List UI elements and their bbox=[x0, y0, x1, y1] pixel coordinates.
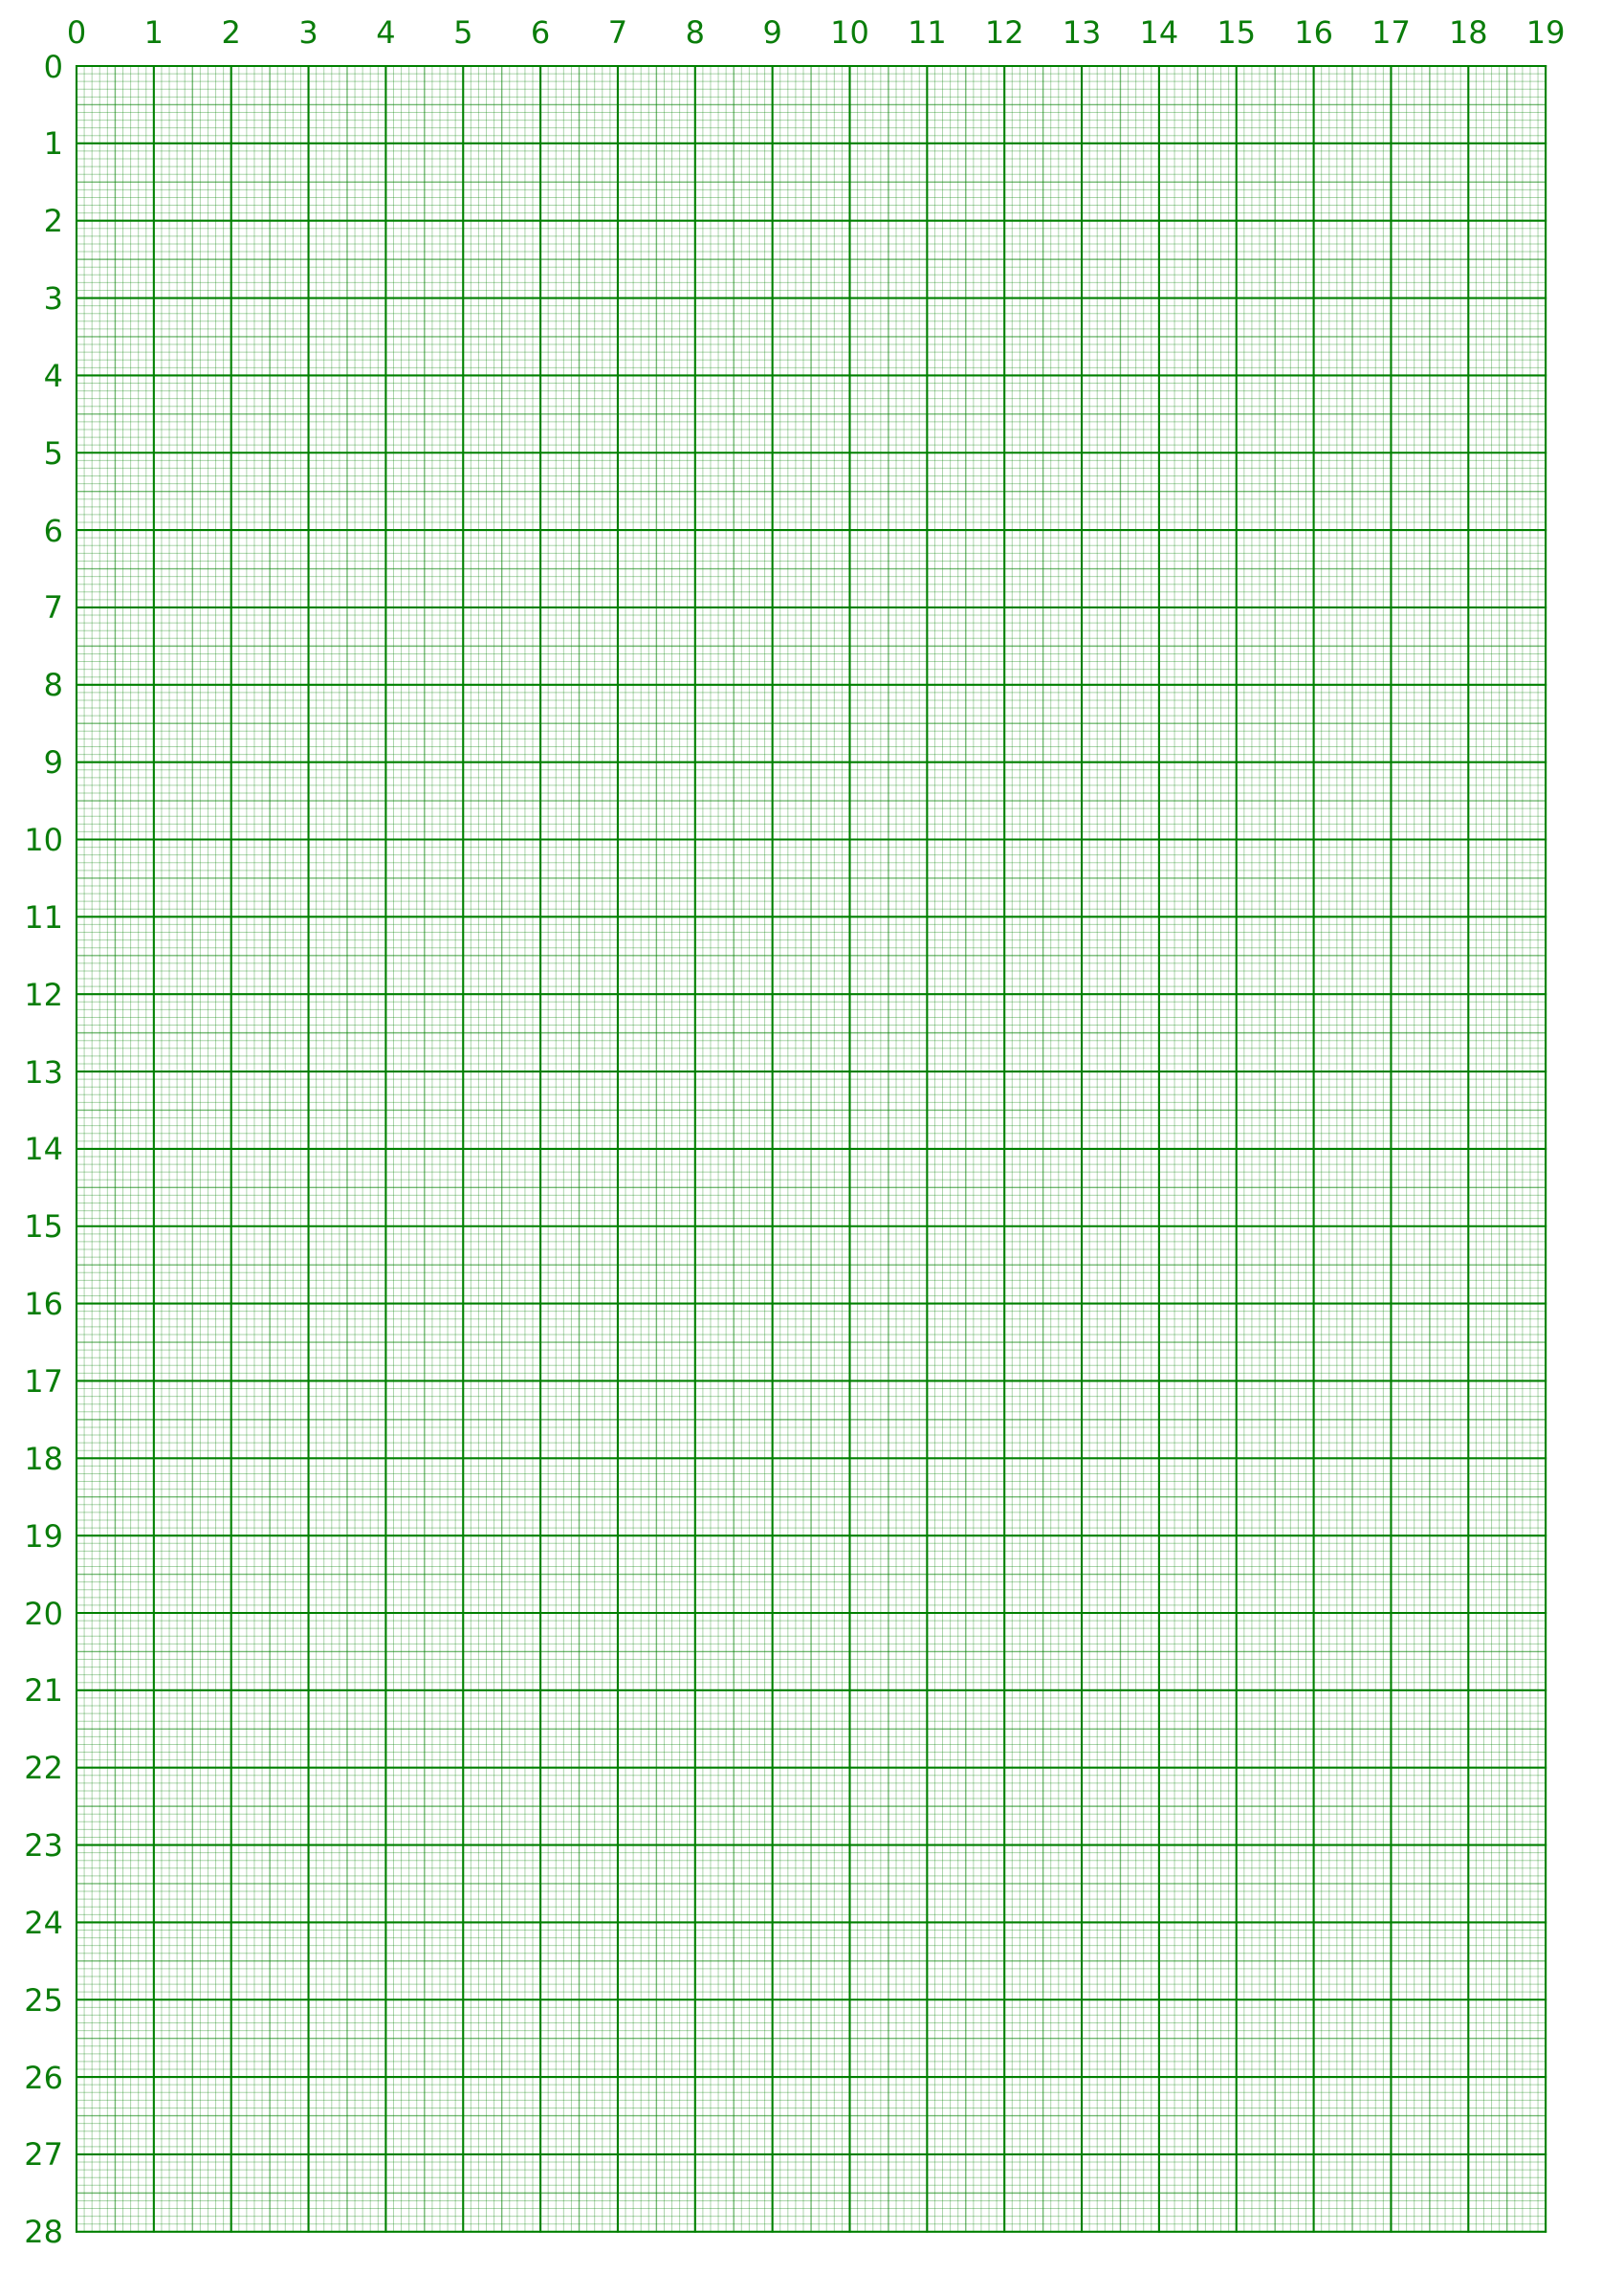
y-axis-label: 2 bbox=[43, 203, 63, 240]
y-axis-label: 26 bbox=[24, 2059, 63, 2096]
x-axis-label: 14 bbox=[1139, 14, 1179, 51]
x-axis-label: 1 bbox=[143, 14, 164, 51]
y-axis-label: 5 bbox=[43, 434, 63, 472]
y-axis-label: 24 bbox=[24, 1904, 63, 1941]
y-axis-label: 27 bbox=[24, 2136, 63, 2174]
x-axis-label: 6 bbox=[530, 14, 551, 51]
y-axis-label: 22 bbox=[24, 1750, 63, 1787]
y-axis-label: 17 bbox=[24, 1362, 63, 1400]
y-axis-label: 25 bbox=[24, 1981, 63, 2019]
y-axis-label: 4 bbox=[43, 357, 63, 394]
x-axis-label: 15 bbox=[1217, 14, 1257, 51]
x-axis-label: 16 bbox=[1294, 14, 1333, 51]
x-axis-label: 9 bbox=[762, 14, 782, 51]
y-axis-label: 9 bbox=[43, 744, 63, 782]
y-axis-label: 19 bbox=[24, 1517, 63, 1555]
x-axis-label: 18 bbox=[1448, 14, 1488, 51]
y-axis-label: 0 bbox=[43, 48, 63, 85]
y-axis-label: 28 bbox=[24, 2214, 63, 2251]
y-axis-label: 18 bbox=[24, 1440, 63, 1477]
x-axis-label: 13 bbox=[1062, 14, 1102, 51]
x-axis-label: 19 bbox=[1525, 14, 1566, 51]
x-axis-label: 12 bbox=[984, 14, 1024, 51]
y-axis-label: 12 bbox=[24, 976, 63, 1013]
x-axis-label: 2 bbox=[221, 14, 241, 51]
y-axis-label: 16 bbox=[24, 1286, 63, 1323]
x-axis-label: 11 bbox=[907, 14, 947, 51]
x-axis-label: 3 bbox=[298, 14, 318, 51]
x-axis-label: 4 bbox=[376, 14, 396, 51]
y-axis-label: 11 bbox=[24, 898, 63, 936]
y-axis-label: 8 bbox=[43, 667, 63, 704]
x-axis-label: 5 bbox=[453, 14, 473, 51]
y-axis-label: 23 bbox=[24, 1827, 63, 1865]
y-axis-label: 6 bbox=[43, 512, 63, 549]
y-axis-label: 21 bbox=[24, 1672, 63, 1710]
x-axis-label: 17 bbox=[1371, 14, 1411, 51]
y-axis-label: 1 bbox=[43, 125, 63, 163]
x-axis-label: 8 bbox=[685, 14, 705, 51]
y-axis-label: 14 bbox=[24, 1131, 63, 1168]
y-axis-label: 3 bbox=[43, 280, 63, 318]
x-axis-label: 7 bbox=[607, 14, 628, 51]
y-axis-label: 13 bbox=[24, 1053, 63, 1091]
y-axis-label: 15 bbox=[24, 1208, 63, 1246]
x-axis-label: 10 bbox=[830, 14, 869, 51]
y-axis-label: 10 bbox=[24, 822, 63, 858]
x-axis-label: 0 bbox=[66, 14, 87, 51]
y-axis-label: 20 bbox=[24, 1595, 63, 1632]
y-axis-label: 7 bbox=[43, 589, 63, 627]
